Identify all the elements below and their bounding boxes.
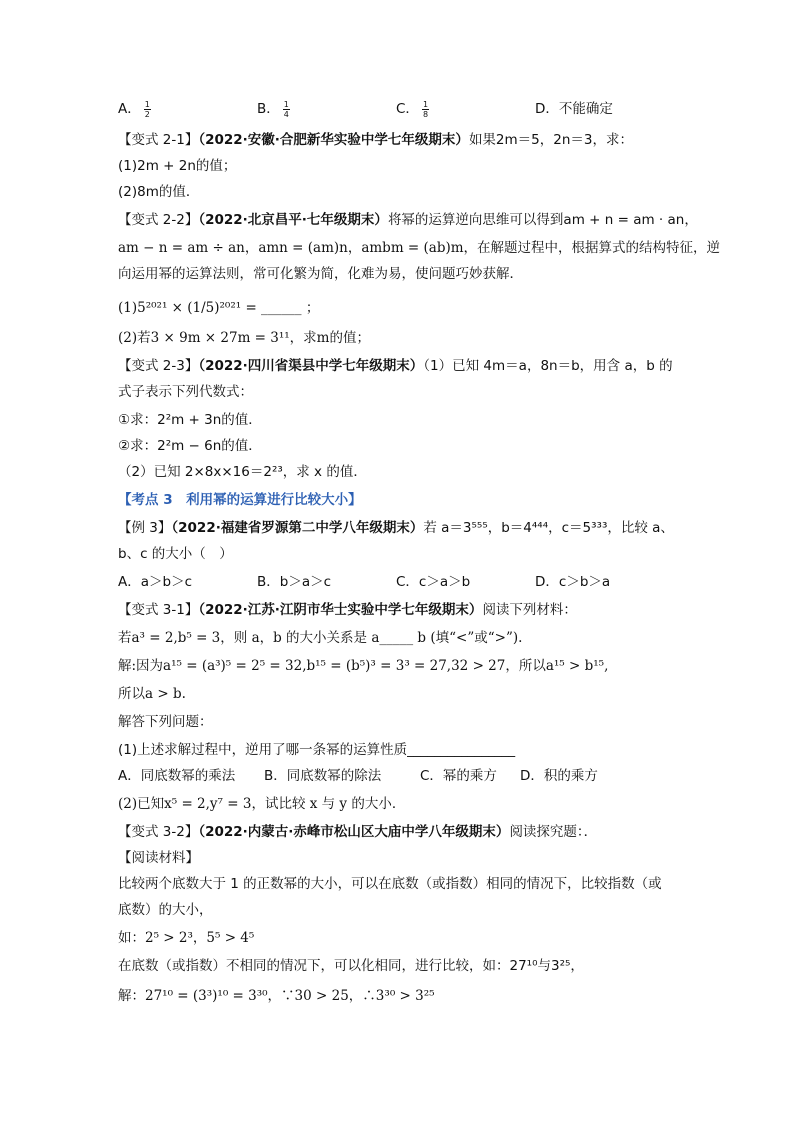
variant-3-1-line1: 若a³ = 2,b⁵ = 3，则 a，b 的大小关系是 a_____ b (填“<”或“>”).	[118, 630, 523, 646]
variant-tag: 【变式 3-2】	[118, 824, 199, 840]
variant-2-3-header	[118, 354, 673, 378]
variant-3-1-question1: (1)上述求解过程中，逆用了哪一条幂的运算性质________________	[118, 742, 516, 758]
question-text: 将幂的运算逆向思维可以得到am + n = am · an，	[387, 212, 698, 228]
question-stem: 阅读探究题：．	[509, 824, 598, 840]
option-label: A．	[118, 101, 141, 117]
variant-tag: 【变式 2-3】	[118, 358, 199, 374]
variant-3-1-option-c: C．幂的乘方	[420, 768, 497, 784]
variant-2-2-part1: (1)5²⁰²¹ × (1/5)²⁰²¹ = ______ ；	[118, 300, 320, 316]
question-text: 若 a＝3⁵⁵⁵，b＝4⁴⁴⁴，c＝5³³³，比较 a、	[423, 520, 674, 536]
source-note: （2022·四川省渠县中学七年级期末）	[198, 358, 424, 374]
variant-2-2-part2: (2)若3 × 9m × 27m = 3¹¹，求m的值；	[118, 330, 370, 346]
variant-2-3-item1: ①求：2²m + 3n的值．	[118, 412, 262, 428]
variant-3-2-line2: 底数）的大小，	[118, 902, 213, 918]
source-note: （2022·北京昌平·七年级期末）	[198, 212, 388, 228]
example-3-option-b: B．b＞a＞c	[257, 574, 332, 590]
option-label: C．	[396, 101, 419, 117]
variant-2-1-header	[118, 128, 633, 152]
question-text: （1）已知 4m＝a，8n＝b，用含 a，b 的	[423, 358, 673, 374]
variant-3-2-line4: 在底数（或指数）不相同的情况下，可以化相同，进行比较，如：27¹⁰与3²⁵，	[118, 958, 584, 974]
fraction: $\frac{1}{8}$	[422, 99, 429, 119]
variant-3-1-line3: 所以a > b.	[118, 686, 186, 702]
example-3-option-d: D．c＞b＞a	[535, 574, 611, 590]
question-stem: 阅读下列材料：	[482, 602, 577, 618]
example-3-option-a: A．a＞b＞c	[118, 574, 192, 590]
fraction: $\frac{1}{4}$	[283, 99, 289, 119]
variant-tag: 【变式 2-1】	[118, 132, 199, 148]
variant-2-3-part2: （2）已知 2×8x×16＝2²³，求 x 的值．	[118, 464, 367, 480]
option-label: B．	[257, 101, 280, 117]
example-3-option-c: C．c＞a＞b	[396, 574, 471, 590]
source-note: （2022·内蒙古·赤峰市松山区大庙中学八年级期末）	[198, 824, 510, 840]
option-a	[118, 97, 151, 121]
source-note: （2022·江苏·江阴市华士实验中学七年级期末）	[198, 602, 483, 618]
section-heading-kaodian-3: 【考点 3 利用幂的运算进行比较大小】	[118, 492, 362, 508]
variant-2-1-part2: (2)8m的值．	[118, 184, 200, 200]
question-stem: 如果2m＝5，2n＝3，求：	[468, 132, 634, 148]
source-note: （2022·安徽·合肥新华实验中学七年级期末）	[198, 132, 469, 148]
variant-2-1-part1: (1)2m + 2n的值；	[118, 158, 237, 174]
fraction: $\frac{1}{2}$	[144, 99, 150, 119]
variant-tag: 【变式 3-1】	[118, 602, 199, 618]
variant-3-1-option-d: D．积的乘方	[520, 768, 598, 784]
variant-3-1-line4: 解答下列问题：	[118, 714, 213, 730]
variant-3-1-option-b: B．同底数幂的除法	[264, 768, 382, 784]
variant-3-2-header	[118, 820, 597, 844]
variant-2-3-item2: ②求：2²m − 6n的值．	[118, 438, 262, 454]
example-3-header	[118, 516, 674, 540]
variant-2-2-line2: am − n = am ÷ an，amn = (am)n，ambm = (ab)m，在解题过程中，根据算式的结构特征，逆	[118, 240, 721, 256]
variant-3-1-option-a: A．同底数幂的乘法	[118, 768, 236, 784]
reading-material-heading: 【阅读材料】	[118, 850, 199, 866]
variant-3-1-question2: (2)已知x⁵ = 2,y⁷ = 3，试比较 x 与 y 的大小．	[118, 796, 406, 812]
variant-3-2-line5: 解：27¹⁰ = (3³)¹⁰ = 3³⁰，∵30 > 25，∴3³⁰ > 3²⁵	[118, 988, 435, 1004]
variant-3-1-header	[118, 598, 577, 622]
variant-2-2-header	[118, 208, 698, 232]
variant-3-1-line2: 解:因为a¹⁵ = (a³)⁵ = 2⁵ = 32,b¹⁵ = (b⁵)³ = 3³ = 27,32 > 27，所以a¹⁵ > b¹⁵,	[118, 658, 609, 674]
variant-2-2-line3: 向运用幂的运算法则，常可化繁为简，化难为易，使问题巧妙获解．	[118, 266, 523, 282]
example-3-line2: b、c 的大小（ ）	[118, 546, 233, 562]
variant-2-3-line2: 式子表示下列代数式：	[118, 384, 253, 400]
option-b	[257, 97, 290, 121]
option-d: D．不能确定	[535, 101, 613, 117]
source-note: （2022·福建省罗源第二中学八年级期末）	[171, 520, 424, 536]
variant-3-2-line3: 如：2⁵ > 2³，5⁵ > 4⁵	[118, 930, 255, 946]
variant-tag: 【变式 2-2】	[118, 212, 199, 228]
example-tag: 【例 3】	[118, 520, 172, 536]
option-c	[396, 97, 429, 121]
variant-3-2-line1: 比较两个底数大于 1 的正数幂的大小，可以在底数（或指数）相同的情况下，比较指数（或	[118, 876, 662, 892]
